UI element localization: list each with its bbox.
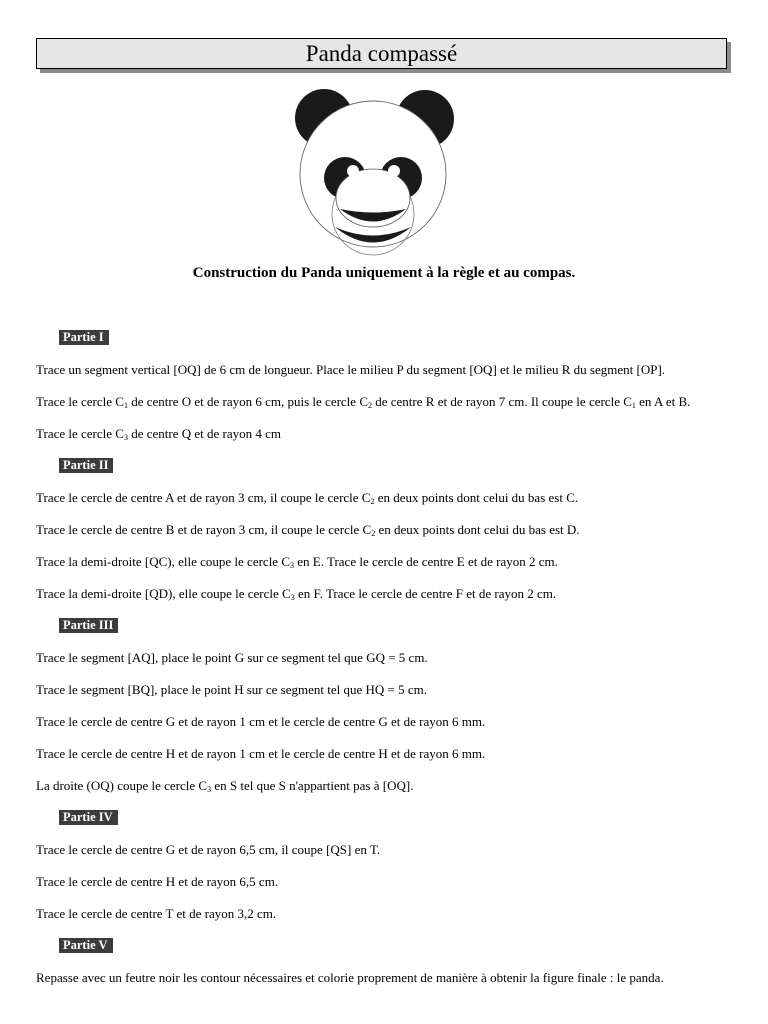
instruction-line [36,714,485,730]
instruction-text: Trace le cercle de centre G et de rayon 1 cm et le cercle de centre G et de rayon 6 mm. [36,714,486,729]
subtitle: Construction du Panda uniquement à la règle et au compas. [192,265,576,281]
instruction-line [36,522,580,538]
subscript: 2 [370,497,375,506]
instruction-line [36,778,413,794]
instruction-text: en deux points dont celui du bas est C. [374,490,579,505]
instruction-line [36,650,428,666]
instruction-text: Trace la demi-droite [QC), elle coupe le cercle C [36,554,290,569]
instruction-line [36,554,558,570]
instruction-text: Trace un segment vertical [OQ] de 6 cm de longueur. Place le milieu P du segment [OQ] et le milieu R du segment [OP]. [36,362,666,377]
instruction-line [36,970,664,986]
instruction-text: Trace le cercle de centre B et de rayon 3 cm, il coupe le cercle C [36,522,372,537]
part-label: Partie I [59,330,109,345]
instruction-text: Trace le cercle de centre T et de rayon 3,2 cm. [36,906,277,921]
instruction-text: La droite (OQ) coupe le cercle C [36,778,208,793]
instruction-text: Trace le cercle de centre H et de rayon 6,5 cm. [36,874,279,889]
instruction-line [36,426,281,442]
instruction-text: Trace la demi-droite [QD), elle coupe le cercle C [36,586,291,601]
instruction-text: en deux points dont celui du bas est D. [375,522,580,537]
instruction-text: de centre R et de rayon 7 cm. Il coupe le cercle C [372,394,632,409]
subscript: 1 [123,401,128,410]
instruction-line [36,362,665,378]
instruction-text: en F. Trace le cercle de centre F et de rayon 2 cm. [294,586,557,601]
instruction-text: Trace le segment [BQ], place le point H sur ce segment tel que HQ = 5 cm. [36,682,427,697]
subscript: 3 [123,433,128,442]
instruction-line [36,746,485,762]
part-label: Partie V [59,938,113,953]
page-title: Panda compassé [36,38,727,69]
instruction-text: Trace le cercle de centre G et de rayon 6,5 cm, il coupe [QS] en T. [36,842,381,857]
part-label: Partie III [59,618,118,633]
instruction-text: Trace le cercle C [36,426,124,441]
subscript: 3 [207,785,212,794]
subscript: 3 [290,561,294,570]
panda-figure [288,86,458,262]
instruction-line [36,842,380,858]
instruction-text: Trace le cercle de centre A et de rayon 3 cm, il coupe le cercle C [36,490,371,505]
panda-left-eye [347,165,359,177]
subscript: 2 [371,529,376,538]
panda-right-eye [388,165,400,177]
instruction-text: Trace le segment [AQ], place le point G sur ce segment tel que GQ = 5 cm. [36,650,428,665]
subscript: 1 [631,401,636,410]
subscript: 3 [290,593,295,602]
instruction-line [36,874,278,890]
instruction-text: de centre Q et de rayon 4 cm [127,426,281,441]
instruction-text: Trace le cercle de centre H et de rayon 1 cm et le cercle de centre H et de rayon 6 mm. [36,746,486,761]
instruction-text: en S tel que S n'appartient pas à [OQ]. [211,778,414,793]
instruction-line [36,586,556,602]
instruction-line [36,394,690,410]
instruction-text: Trace le cercle C [36,394,124,409]
instruction-line [36,682,427,698]
part-label: Partie II [59,458,113,473]
part-label: Partie IV [59,810,118,825]
instruction-line [36,906,276,922]
instruction-text: Repasse avec un feutre noir les contour nécessaires et colorie proprement de manière à obtenir la figure finale : le panda. [36,970,664,985]
instruction-text: de centre O et de rayon 6 cm, puis le cercle C [127,394,368,409]
instruction-text: en A et B. [635,394,691,409]
instruction-text: en E. Trace le cercle de centre E et de rayon 2 cm. [294,554,558,569]
instruction-line [36,490,578,506]
subscript: 2 [368,401,372,410]
